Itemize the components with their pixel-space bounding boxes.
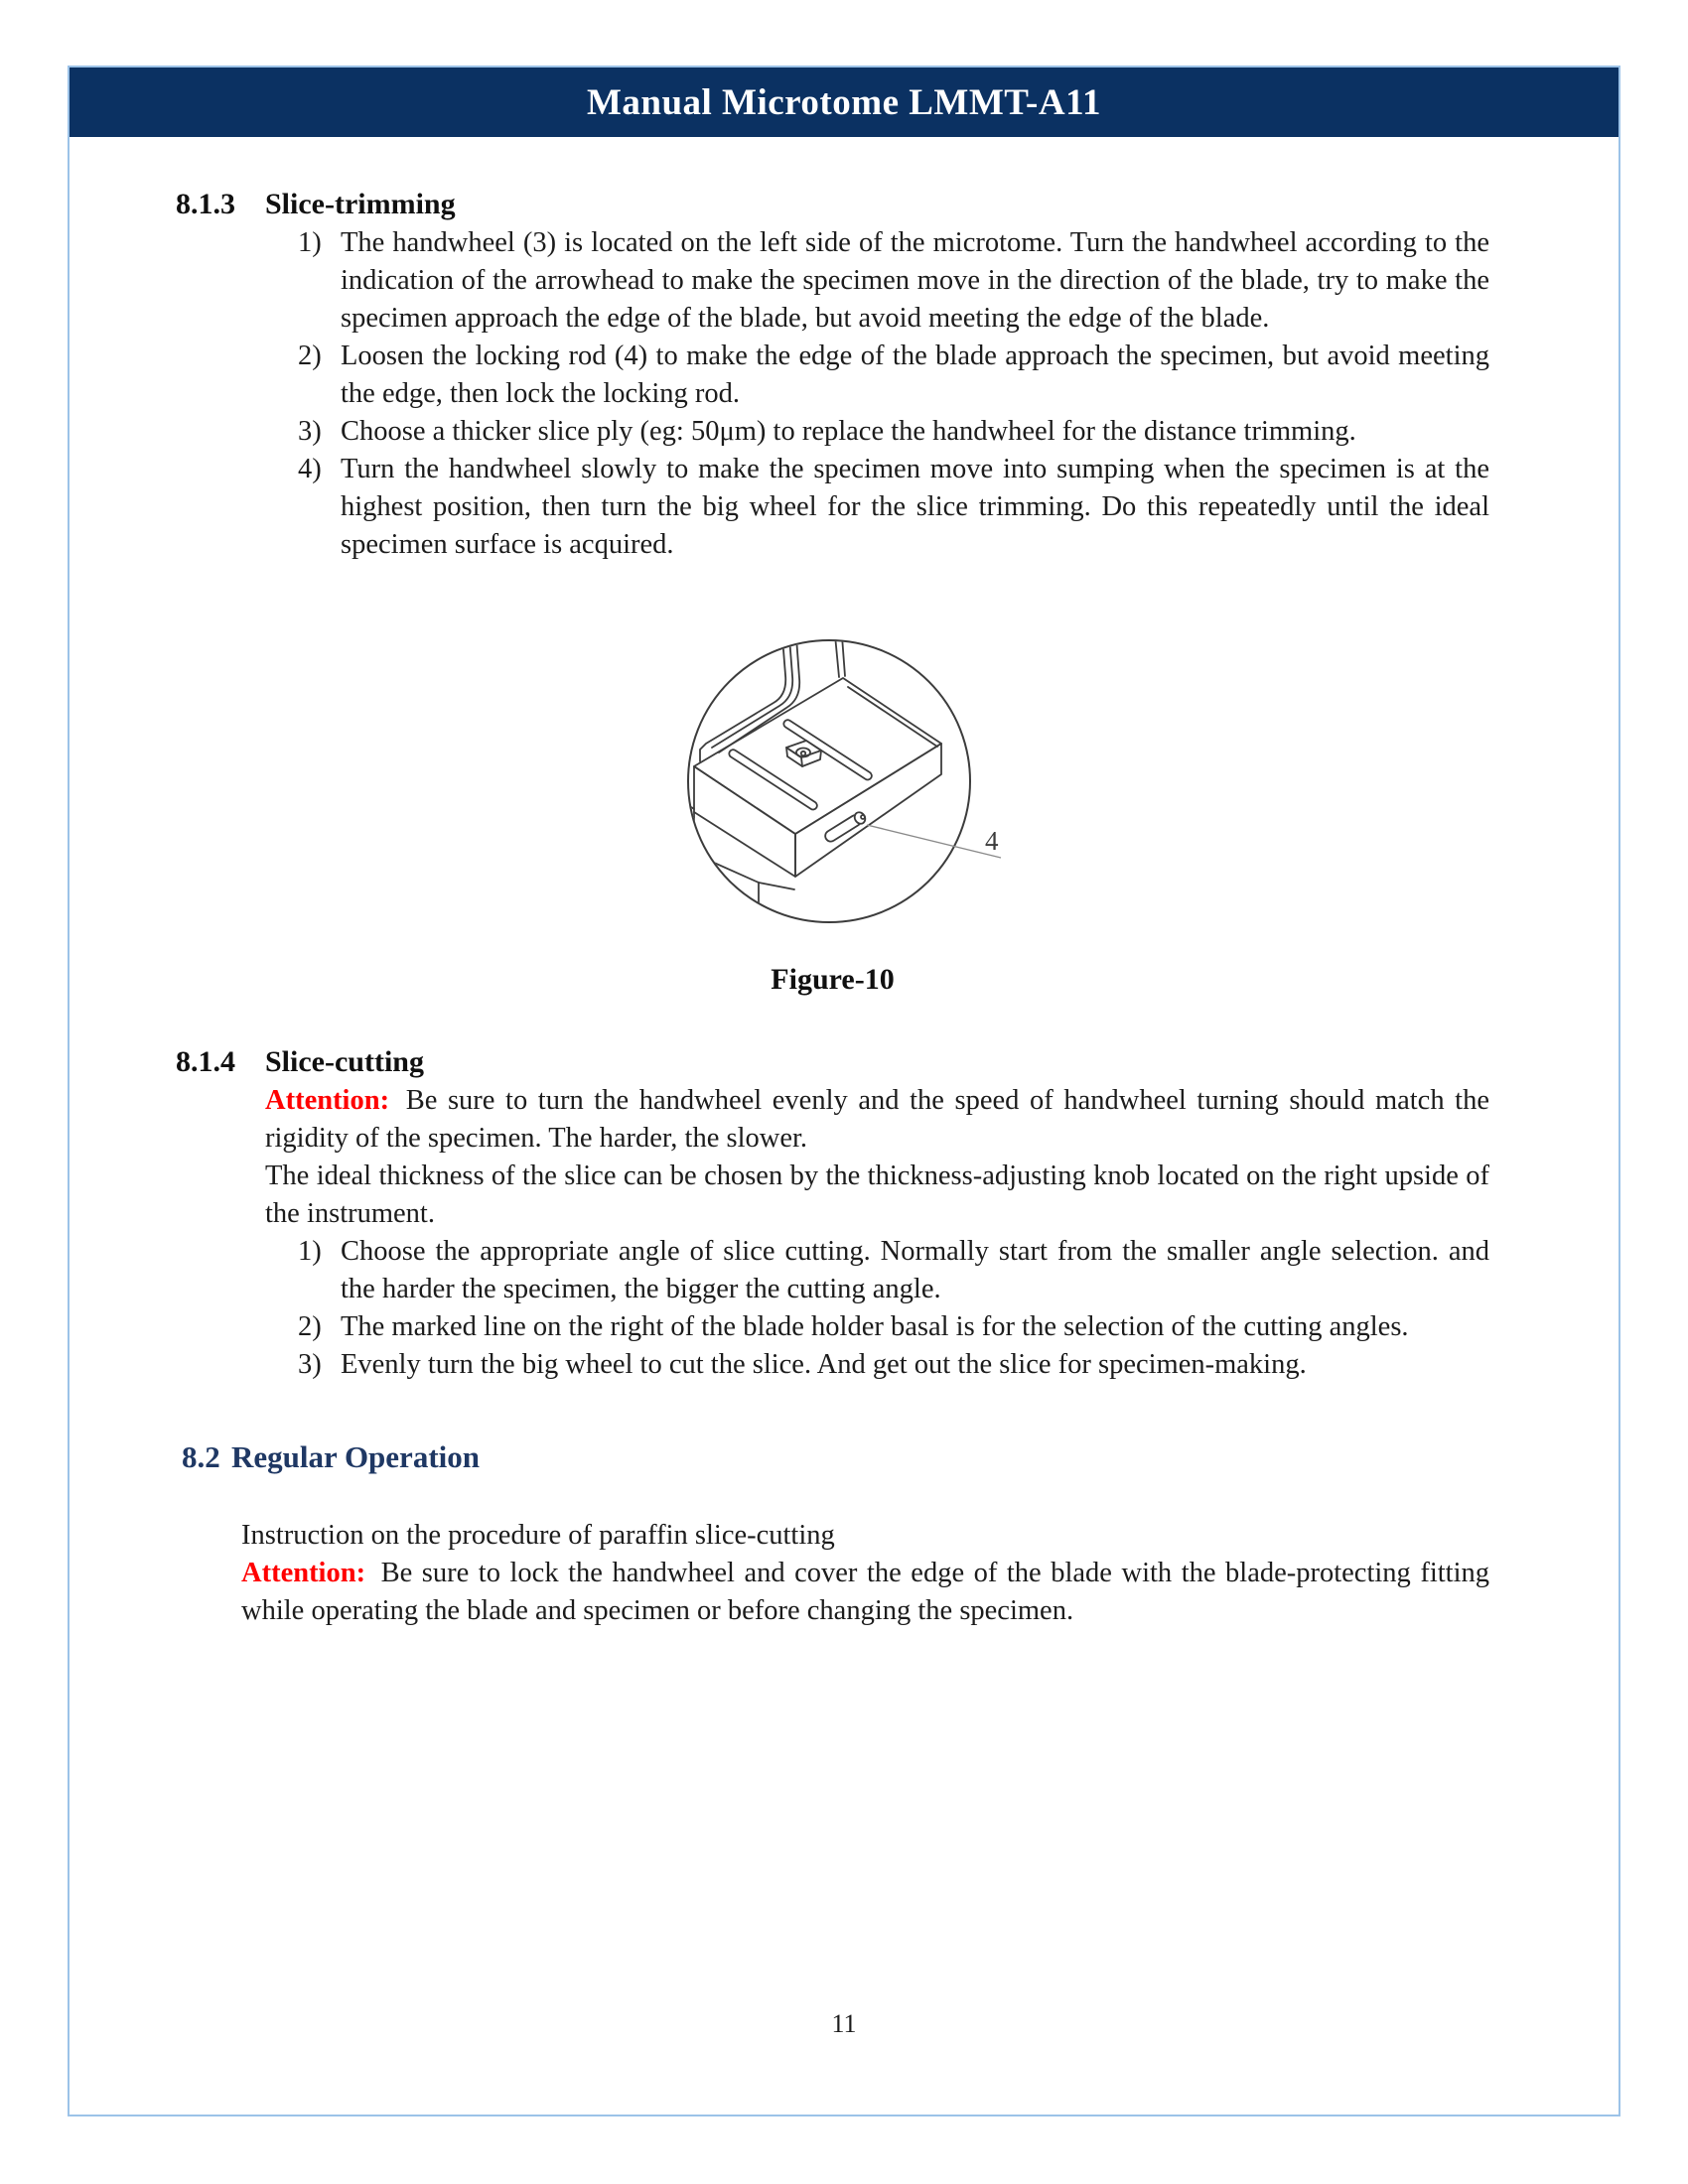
specimen-clamp [786,741,821,766]
attention-paragraph [241,1555,1489,1630]
section-number: 8.1.4 [176,1045,235,1078]
list-item [298,338,1489,413]
intro-paragraph: Instruction on the procedure of paraffin slice-cutting [241,1520,835,1551]
section-heading [176,1435,1489,1479]
list-item-text: Choose a thicker slice ply (eg: 50μm) to replace the handwheel for the distance trimming. [341,416,1356,447]
attention-text: Be sure to lock the handwheel and cover the edge of the blade with the blade-protecting fitting while operating the blade and specimen or before changing the specimen. [241,1558,1489,1626]
list-item-number: 2) [298,341,322,371]
list-item [298,1308,1489,1346]
page-title: Manual Microtome LMMT-A11 [586,81,1102,123]
attention-text: Be sure to turn the handwheel evenly and the speed of handwheel turning should match the rigidity of the specimen. The harder, the slower. [265,1085,1490,1154]
list-item-number: 3) [298,1349,322,1380]
list-item-number: 4) [298,454,322,484]
list-item-number: 2) [298,1311,322,1342]
section-8-1-4 [176,1042,1489,1384]
list-item [298,1233,1489,1308]
section-8-2 [176,1435,1489,1630]
list-item [298,1346,1489,1384]
section-title: Slice-cutting [265,1045,424,1078]
callout-label: 4 [984,826,998,856]
list-item [298,451,1489,564]
list-item-text: The handwheel (3) is located on the left side of the microtome. Turn the handwheel according to the indication of the arrowhead to make the specimen move in the direction of the blade, try to make the specimen approach the edge of the blade, but avoid meeting the edge of the blade. [341,227,1489,334]
list-item [298,224,1489,338]
figure-10 [176,608,1489,1001]
section-heading [176,1042,1489,1082]
blade-holder-basal [694,678,941,877]
list-item-number: 3) [298,416,322,447]
base-step [694,812,794,939]
figure-10-drawing [656,608,1024,945]
section-8-1-3 [176,185,1489,564]
list-item [298,413,1489,451]
figure-circle [688,640,970,922]
section-number: 8.1.3 [176,188,235,220]
machine-column [684,635,845,809]
section-heading [176,185,1489,224]
callout-leader-line [867,825,1001,858]
body-paragraph: The ideal thickness of the slice can be chosen by the thickness-adjusting knob located on the right upside of the instrument. [265,1160,1489,1229]
list-item-number: 1) [298,1236,322,1267]
locking-rod [823,810,867,843]
page-content [176,135,1489,1630]
list-item-text: Turn the handwheel slowly to make the specimen move into sumping when the specimen is at the highest position, then turn the big wheel for the slice trimming. Do this repeatedly until the ideal specimen surface is acquired. [341,454,1489,560]
section-title: Regular Operation [231,1439,480,1474]
attention-label: Attention: [241,1558,366,1588]
attention-paragraph [265,1082,1489,1158]
section-number: 8.2 [182,1439,220,1474]
page-number: 11 [831,2009,857,2038]
figure-caption: Figure-10 [771,963,895,996]
section-title: Slice-trimming [265,188,456,220]
list-item-number: 1) [298,227,322,258]
header-bar [70,68,1618,137]
list-item-text: Evenly turn the big wheel to cut the slice. And get out the slice for specimen-making. [341,1349,1307,1380]
attention-label: Attention: [265,1085,390,1116]
list-item-text: Choose the appropriate angle of slice cutting. Normally start from the smaller angle selection. and the harder the specimen, the bigger the cutting angle. [341,1236,1489,1304]
list-item-text: Loosen the locking rod (4) to make the edge of the blade approach the specimen, but avoid meeting the edge, then lock the locking rod. [341,341,1489,409]
list-item-text: The marked line on the right of the blade holder basal is for the selection of the cutting angles. [341,1311,1409,1342]
